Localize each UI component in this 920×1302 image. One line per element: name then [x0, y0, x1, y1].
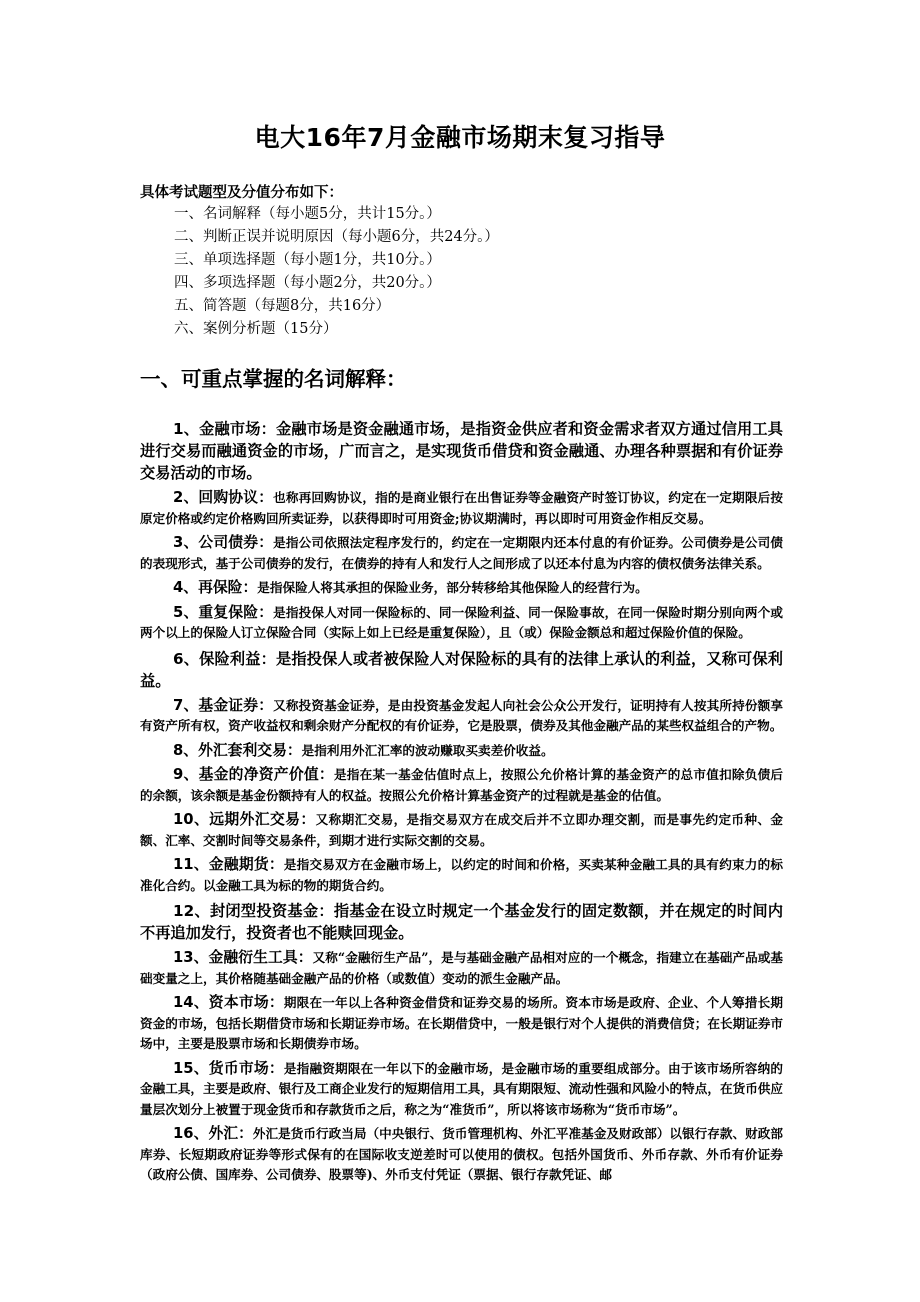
- definition-item: [140, 948, 783, 989]
- definition-item: [140, 1059, 783, 1121]
- definition-term: 5、重复保险：: [173, 603, 274, 621]
- exam-format-heading: 具体考试题型及分值分布如下：: [140, 184, 343, 201]
- definition-term: 16、外汇：: [173, 1125, 253, 1142]
- definition-term: 2、回购协议：: [173, 489, 274, 506]
- definition-body: 外汇是货币行政当局（中央银行、货币管理机构、外汇平准基金及财政部）以银行存款、财政部库券、长短期政府证券等形式保有的在国际收支逆差时可以使用的债权。包括外国货币、外币存款、外币有价证券（政府公债、国库券、公司债券、股票等)、外币支付凭证（票据、银行存款凭证、邮: [140, 1126, 784, 1182]
- exam-item: 六、案例分析题（15分）: [174, 321, 338, 337]
- definition-body: 金融市场是资金融通市场，是指资金供应者和资金需求者双方通过信用工具进行交易而融通资金的市场，广而言之，是实现货币借贷和资金融通、办理各种票据和有价证券交易活动的市场。: [140, 420, 783, 482]
- definition-term: 13、金融衍生工具：: [173, 949, 313, 966]
- definition-item: [140, 696, 783, 737]
- definition-item: [140, 900, 783, 944]
- definition-body: 是指公司依照法定程序发行的，约定在一定期限内还本付息的有价证券。公司债券是公司债的表现形式，基于公司债券的发行，在债券的持有人和发行人之间形成了以还本付息为内容的债权债务法律关系。: [140, 535, 784, 571]
- exam-item: 二、判断正误并说明原因（每小题6分，共24分。）: [174, 229, 499, 245]
- section-heading: 一、可重点掌握的名词解释：: [140, 367, 407, 391]
- exam-format-block: [140, 182, 780, 341]
- definition-item: [140, 418, 783, 484]
- definition-term: 6、保险利益：: [173, 649, 276, 668]
- definition-body: 是指利用外汇汇率的波动赚取买卖差价收益。: [301, 742, 554, 758]
- definition-item: [140, 578, 783, 599]
- definition-body: 是指投保人或者被保险人对保险标的具有的法律上承认的利益，又称可保利益。: [140, 649, 783, 690]
- exam-item: 五、简答题（每题8分，共16分）: [174, 298, 391, 314]
- definition-term: 14、资本市场：: [173, 994, 284, 1011]
- definition-body: 是指在某一基金估值时点上，按照公允价格计算的基金资产的总市值扣除负债后的余额，该余额是基金份额持有人的权益。按照公允价格计算基金资产的过程就是基金的估值。: [140, 767, 784, 803]
- definition-term: 12、封闭型投资基金：: [173, 902, 334, 920]
- exam-item: 三、单项选择题（每小题1分，共10分。）: [174, 252, 441, 268]
- definition-item: [140, 603, 783, 644]
- definition-body: 是指投保人对同一保险标的、同一保险利益、同一保险事故，在同一保险时期分别向两个或两个以上的保险人订立保险合同（实际上如上已经是重复保险），且（或）保险金额总和超过保险价值的保险。: [140, 604, 784, 640]
- definition-body: 也称再回购协议，指的是商业银行在出售证券等金融资产时签订协议，约定在一定期限后按原定价格或约定价格购回所卖证券，以获得即时可用资金;协议期满时，再以即时可用资金作相反交易。: [140, 490, 784, 526]
- definition-body: 指基金在设立时规定一个基金发行的固定数额，并在规定的时间内不再追加发行，投资者也不能赎回现金。: [140, 902, 784, 942]
- definition-body: 又称期汇交易，是指交易双方在成交后并不立即办理交割，而是事先约定币种、金额、汇率、交割时间等交易条件，到期才进行实际交割的交易。: [140, 812, 784, 848]
- definition-term: 3、公司债券：: [173, 534, 274, 551]
- definition-body: 又称投资基金证券，是由投资基金发起人向社会公众公开发行，证明持有人按其所持份额享有资产所有权，资产收益权和剩余财产分配权的有价证券，它是股票，债券及其他金融产品的某些权益组合的产物。: [140, 697, 784, 733]
- definition-item: [140, 765, 783, 806]
- definition-body: 是指融资期限在一年以下的金融市场，是金融市场的重要组成部分。由于该市场所容纳的金融工具，主要是政府、银行及工商企业发行的短期信用工具，具有期限短、流动性强和风险小的特点，在货币供应量层次划分上被置于现金货币和存款货币之后，称之为“准货币”，所以将该市场称为“货币市场”。: [140, 1060, 784, 1117]
- definition-term: 15、货币市场：: [173, 1059, 284, 1077]
- definition-term: 11、金融期货：: [173, 856, 284, 873]
- definition-body: 期限在一年以上各种资金借贷和证券交易的场所。资本市场是政府、企业、个人筹措长期资金的市场，包括长期借贷市场和长期证券市场。在长期借贷中，一般是银行对个人提供的消费信贷；在长期证券市场中，主要是股票市场和长期债券市场。: [140, 995, 784, 1051]
- definition-item: [140, 1124, 783, 1186]
- exam-item: 四、多项选择题（每小题2分，共20分。）: [174, 275, 441, 291]
- definition-body: 是指交易双方在金融市场上，以约定的时间和价格，买卖某种金融工具的具有约束力的标准化合约。以金融工具为标的物的期货合约。: [140, 857, 784, 893]
- definition-body: 又称“金融衍生产品”，是与基础金融产品相对应的一个概念，指建立在基础产品或基础变量之上，其价格随基础金融产品的价格（或数值）变动的派生金融产品。: [140, 950, 783, 986]
- definition-list: [140, 418, 783, 1190]
- definition-item: [140, 993, 783, 1055]
- exam-item: 一、名词解释（每小题5分，共计15分。）: [174, 206, 441, 222]
- definition-term: 8、外汇套利交易：: [173, 741, 302, 759]
- definition-item: [140, 855, 783, 896]
- definition-item: [140, 810, 783, 851]
- definition-term: 7、基金证券：: [173, 696, 274, 714]
- definition-item: [140, 648, 783, 692]
- document-title: 电大16年7月金融市场期末复习指导: [254, 123, 666, 152]
- definition-item: [140, 741, 783, 762]
- definition-item: [140, 488, 783, 529]
- definition-body: 是指保险人将其承担的保险业务，部分转移给其他保险人的经营行为。: [257, 580, 648, 595]
- definition-term: 9、基金的净资产价值：: [173, 766, 334, 783]
- definition-term: 1、金融市场：: [173, 420, 276, 438]
- definition-term: 4、再保险：: [173, 579, 258, 596]
- definition-term: 10、远期外汇交易：: [173, 811, 316, 828]
- definition-item: [140, 533, 783, 574]
